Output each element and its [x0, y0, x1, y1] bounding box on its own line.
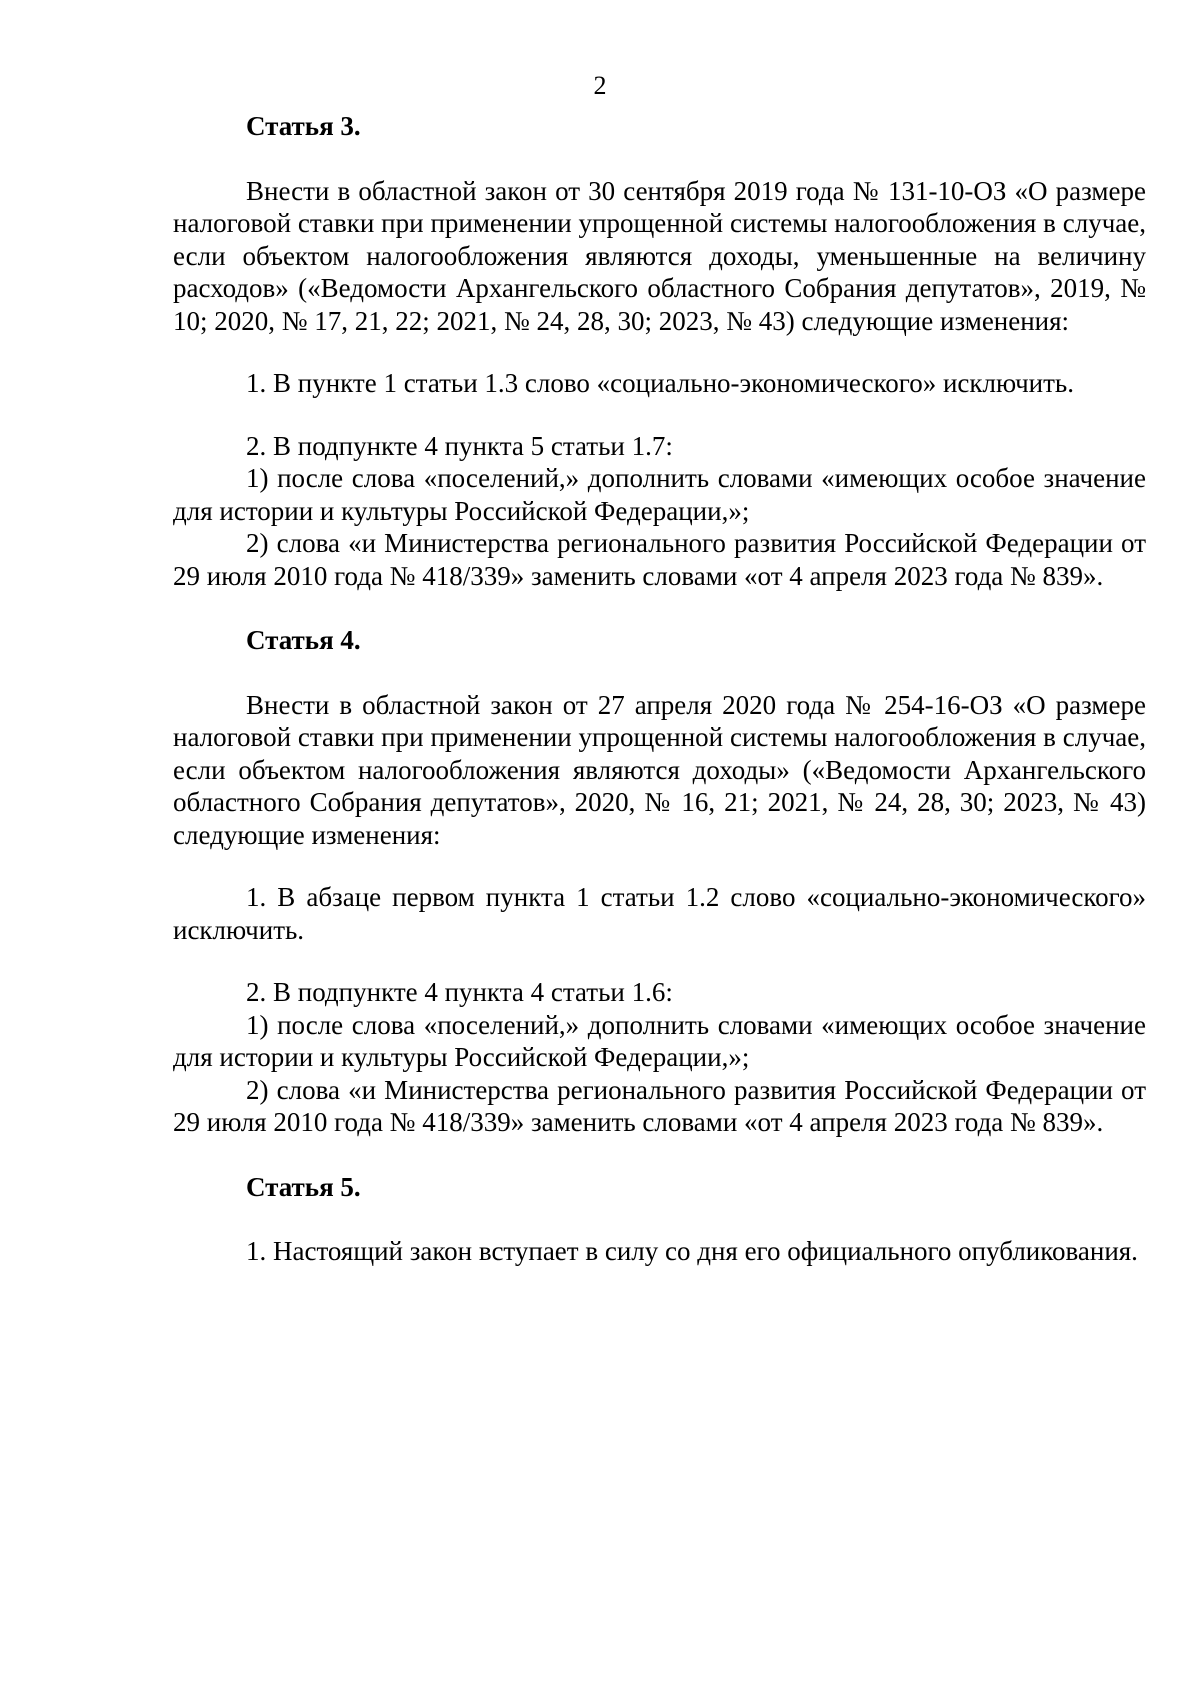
article-4-item-2-sub-1: 1) после слова «поселений,» дополнить словами «имеющих особое значение для истории и культуры Российской Федерации,»; — [173, 1009, 1146, 1072]
article-3-item-2-sub-1: 1) после слова «поселений,» дополнить словами «имеющих особое значение для истории и культуры Российской Федерации,»; — [173, 463, 1146, 526]
article-4-item-1: 1. В абзаце первом пункта 1 статьи 1.2 слово «социально-экономического» исключить. — [173, 882, 1146, 945]
article-3-item-2: 2. В подпункте 4 пункта 5 статьи 1.7: — [246, 430, 673, 461]
article-4-item-2-sub-2: 2) слова «и Министерства регионального развития Российской Федерации от 29 июля 2010 года № 418/339» заменить словами «от 4 апреля 2023 года № 839». — [173, 1074, 1146, 1137]
document-body — [173, 110, 1146, 1268]
article-4-item-2: 2. В подпункте 4 пункта 4 статьи 1.6: — [246, 977, 673, 1007]
article-5-heading: Статья 5. — [246, 1171, 361, 1202]
article-3 — [173, 110, 1146, 592]
article-5 — [173, 1171, 1146, 1268]
page-number: 2 — [593, 71, 607, 100]
article-3-heading: Статья 3. — [246, 111, 361, 141]
article-3-item-2-sub-2: 2) слова «и Министерства регионального развития Российской Федерации от 29 июля 2010 года № 418/339» заменить словами «от 4 апреля 2023 года № 839». — [173, 528, 1146, 591]
article-3-item-1: 1. В пункте 1 статьи 1.3 слово «социально-экономического» исключить. — [246, 368, 1074, 398]
article-5-item-1: 1. Настоящий закон вступает в силу со дня его официального опубликования. — [246, 1236, 1138, 1266]
article-4 — [173, 624, 1146, 1139]
article-3-intro: Внести в областной закон от 30 сентября 2019 года № 131-10-ОЗ «О размере налоговой ставки при применении упрощенной системы налогообложения в случае, если объектом налогообложения являются доходы, уменьшенные на величину расходов» («Ведомости Архангельского областного Собрания депутатов», 2019, № 10; 2020, № 17, 21, 22; 2021, № 24, 28, 30; 2023, № 43) следующие изменения: — [173, 175, 1146, 336]
article-4-intro: Внести в областной закон от 27 апреля 2020 года № 254-16-ОЗ «О размере налоговой ставки при применении упрощенной системы налогообложения в случае, если объектом налогообложения являются доходы» («Ведомости Архангельского областного Собрания депутатов», 2020, № 16, 21; 2021, № 24, 28, 30; 2023, № 43) следующие изменения: — [173, 689, 1146, 850]
article-4-heading: Статья 4. — [246, 625, 361, 655]
